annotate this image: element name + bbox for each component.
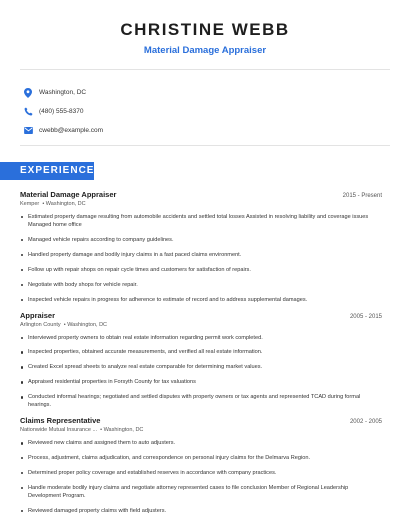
- bullet-item: Reviewed new claims and assigned them to auto adjusters.: [20, 439, 382, 447]
- contact-divider: [20, 145, 390, 146]
- bullet-item: Negotiate with body shops for vehicle repair.: [20, 281, 382, 289]
- candidate-title: Material Damage Appraiser: [143, 45, 267, 56]
- job-company-location: Kemper • Washington, DC: [20, 201, 86, 207]
- bullet-item: Appraised residential properties in Forsyth County for tax valuations: [20, 378, 382, 386]
- bullet-item: Follow up with repair shops on repair cycle times and customers for satisfaction of repairs.: [20, 266, 382, 274]
- job-title: Material Damage Appraiser: [20, 190, 117, 199]
- job-location: Washington, DC: [67, 321, 108, 328]
- bullet-item: Conducted informal hearings; negotiated and settled disputes with property owners or tax agents and represented TCAD during formal hearings.: [20, 393, 382, 409]
- contact-list: [22, 83, 103, 140]
- job-dates: 2002 - 2005: [349, 419, 382, 426]
- job-location: Washington, DC: [45, 201, 86, 207]
- job-company-location: Arlington County • Washington, DC: [20, 321, 108, 328]
- header-divider: [20, 69, 390, 70]
- bullet-item: Process, adjustment, claims adjudication, and correspondence on personal injury claims for the Delmarva Region.: [20, 454, 382, 462]
- bullet-item: Handled property damage and bodily injury claims in a fast paced claims environment.: [20, 251, 382, 259]
- bullet-item: Determined proper policy coverage and established reserves in accordance with company practices.: [20, 469, 382, 477]
- contact-phone[interactable]: [22, 102, 103, 121]
- bullet-item: Inspected vehicle repairs in progress for adherence to estimate of record and to address supplemental damages.: [20, 296, 382, 304]
- job-dates: 2005 - 2015: [349, 313, 382, 320]
- job-entry: [20, 416, 382, 515]
- job-company-location: Nationwide Mutual Insurance ... • Washington, DC: [20, 427, 144, 434]
- contact-location: [22, 83, 103, 102]
- job-bullets: [20, 439, 382, 515]
- location-pin-icon: [22, 87, 34, 99]
- bullet-item: Inspected properties, obtained accurate measurements, and verified all real estate information.: [20, 348, 382, 356]
- resume-header: [0, 0, 410, 57]
- job-bullets: [20, 213, 382, 304]
- job-entry: [20, 190, 382, 304]
- bullet-item: Created Excel spread sheets to analyze real estate comparable for determining market values.: [20, 363, 382, 371]
- bullet-item: Managed vehicle repairs according to company guidelines.: [20, 236, 382, 244]
- bullet-item: Reviewed damaged property claims with field adjusters.: [20, 507, 382, 515]
- bullet-item: Interviewed property owners to obtain real estate information regarding permit work completed.: [20, 334, 382, 342]
- job-company: Nationwide Mutual Insurance ...: [20, 427, 98, 434]
- bullet-item: Handle moderate bodily injury claims and negotiate attorney represented cases to file conclusion Member of Regional Leadership Development Program.: [20, 484, 382, 500]
- contact-location-text: Washington, DC: [39, 89, 87, 96]
- section-heading-experience: EXPERIENCE: [0, 162, 94, 180]
- phone-icon: [22, 106, 34, 118]
- bullet-item: Estimated property damage resulting from automobile accidents and settled total losses Assisted in resolving liability and coverage issues Managed home office: [20, 213, 382, 229]
- candidate-name: CHRISTINE WEBB: [120, 20, 290, 39]
- contact-email-text: cwebb@example.com: [39, 127, 104, 134]
- experience-list: [20, 190, 382, 522]
- job-dates: 2015 - Present: [342, 193, 382, 199]
- job-title: Claims Representative: [20, 416, 101, 426]
- job-title: Appraiser: [20, 310, 56, 320]
- job-bullets: [20, 334, 382, 410]
- job-company: Kemper: [20, 201, 40, 207]
- email-icon: [22, 125, 34, 137]
- contact-phone-text: (480) 555-8370: [39, 108, 84, 115]
- job-entry: [20, 311, 382, 410]
- contact-email[interactable]: [22, 121, 103, 140]
- job-location: Washington, DC: [103, 427, 144, 434]
- job-company: Arlington County: [20, 321, 61, 328]
